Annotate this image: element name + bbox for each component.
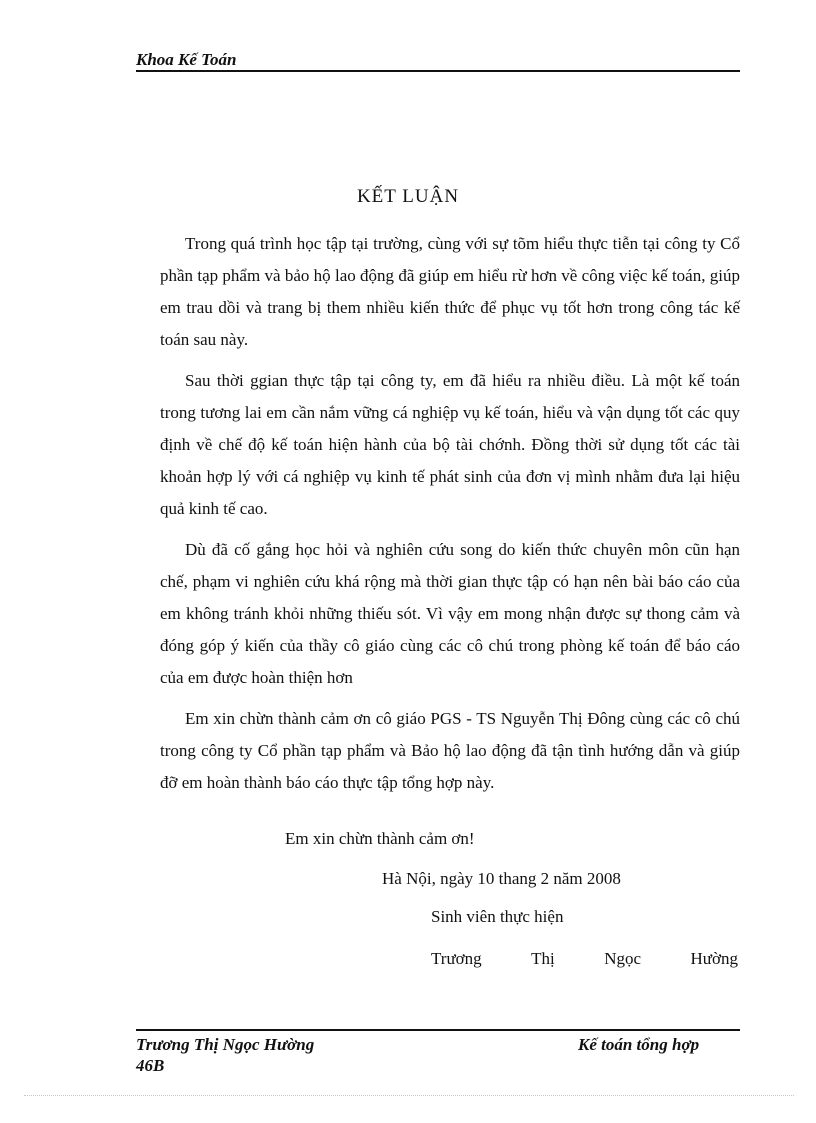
footer-subject: Kế toán tổng hợp bbox=[578, 1035, 700, 1054]
closing-date: Hà Nội, ngày 10 thang 2 năm 2008 bbox=[382, 869, 621, 888]
closing-role: Sinh viên thực hiện bbox=[431, 907, 564, 926]
header-department: Khoa Kế Toán bbox=[136, 50, 237, 69]
page-bottom-divider bbox=[24, 1095, 794, 1096]
footer-author-block bbox=[136, 1034, 314, 1076]
paragraph-2: Sau thời ggian thực tập tại công ty, em đã hiểu ra nhiều điều. Là một kế toán trong tương lai em cần nắm vững cá nghiệp vụ kế toán, hiểu và vận dụng tốt các quy định về chế độ kế toán hiện hành của bộ tài chớnh. Đồng thời sử dụng tốt các tài khoản hợp lý với cá nghiệp vụ kinh tế phát sinh của đơn vị mình nhằm đưa lại hiệu quả kinh tế cao. bbox=[160, 371, 740, 518]
signature-name-part: Hường bbox=[690, 949, 738, 968]
document-body bbox=[160, 228, 740, 808]
footer-author: Trương Thị Ngọc Hường bbox=[136, 1035, 315, 1054]
signature-name-part: Trương bbox=[431, 949, 482, 968]
footer-rule bbox=[136, 1029, 740, 1031]
signature-name bbox=[431, 948, 738, 970]
page-header bbox=[136, 50, 740, 72]
paragraph-4: Em xin chừn thành cảm ơn cô giáo PGS - TS Nguyễn Thị Đông cùng các cô chú trong công ty Cổ phần tạp phẩm và Bảo hộ lao động đã tận tình hướng dẫn và giúp đỡ em hoàn thành báo cáo thực tập tổng hợp này. bbox=[160, 709, 740, 792]
signature-name-part: Ngọc bbox=[604, 949, 642, 968]
document-title: KẾT LUẬN bbox=[356, 186, 460, 207]
paragraph-3: Dù đã cố gắng học hỏi và nghiên cứu song do kiến thức chuyên môn cũn hạn chế, phạm vi nghiên cứu khá rộng mà thời gian thực tập có hạn nên bài báo cáo của em không tránh khỏi những thiếu sót. Vì vậy em mong nhận được sự thong cảm và đóng góp ý kiến của thầy cô giáo cùng các cô chú trong phòng kế toán để báo cáo của em được hoàn thiện hơn bbox=[160, 540, 740, 687]
signature-name-part: Thị bbox=[531, 949, 555, 968]
paragraph-1: Trong quá trình học tập tại trường, cùng với sự tõm hiểu thực tiễn tại công ty Cổ phần tạp phẩm và bảo hộ lao động đã giúp em hiểu rừ hơn về công việc kế toán, giúp em trau dồi và trang bị them nhiều kiến thức để phục vụ tốt hơn trong công tác kế toán sau này. bbox=[160, 234, 740, 349]
footer-class: 46B bbox=[136, 1056, 165, 1075]
closing-thanks: Em xin chừn thành cảm ơn! bbox=[285, 829, 475, 848]
